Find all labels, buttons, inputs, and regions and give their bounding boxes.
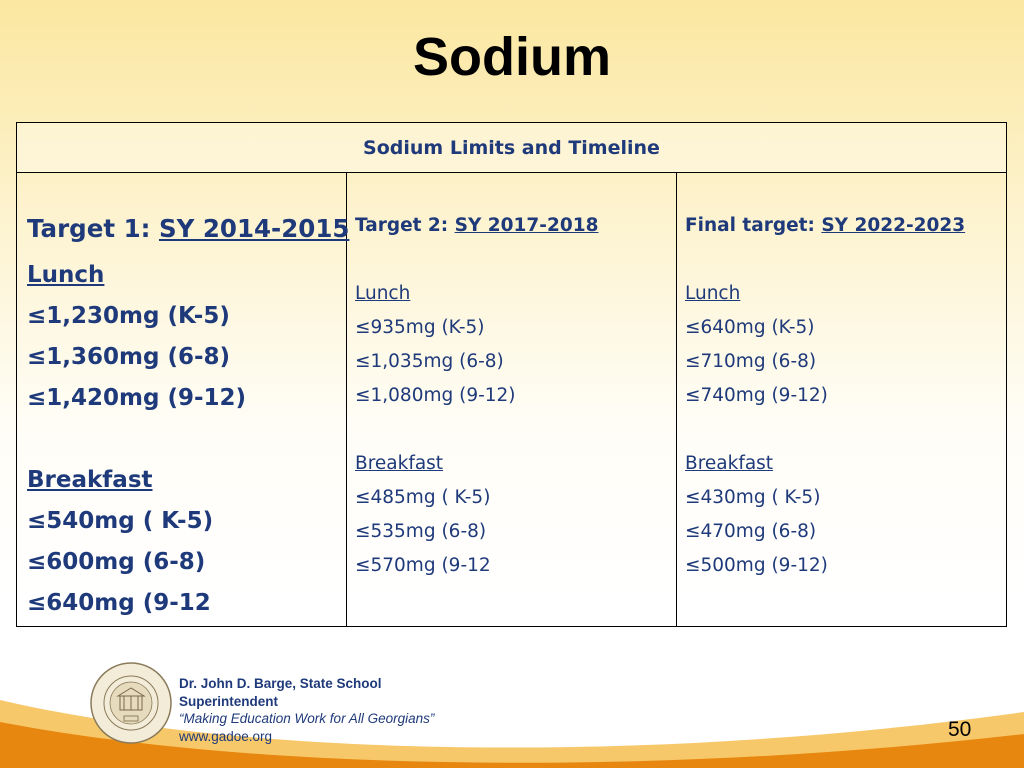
final-target-breakfast-label: Breakfast (685, 453, 774, 474)
target-2-column (347, 173, 677, 627)
target-1-lunch-k5: ≤1,230mg (K-5) (27, 303, 230, 329)
final-target-column (677, 173, 1007, 627)
georgia-department-of-education-seal-icon (90, 662, 172, 744)
target-1-heading (27, 209, 350, 249)
final-target-lunch-k5: ≤640mg (K-5) (685, 317, 815, 338)
final-target-lunch-6-8: ≤710mg (6-8) (685, 351, 817, 372)
table-header: Sodium Limits and Timeline (17, 123, 1007, 173)
target-2-lunch-9-12: ≤1,080mg (9-12) (355, 385, 516, 406)
final-target-prefix: Final target: (685, 215, 822, 236)
target-2-breakfast-label: Breakfast (355, 453, 444, 474)
target-1-year: SY 2014-2015 (158, 214, 350, 243)
table-header-row (17, 123, 1007, 173)
target-2-prefix: Target 2: (355, 215, 455, 236)
target-2-breakfast-6-8: ≤535mg (6-8) (355, 521, 487, 542)
target-2-year: SY 2017-2018 (454, 215, 599, 236)
target-1-lunch-9-12: ≤1,420mg (9-12) (27, 385, 247, 411)
final-target-breakfast-6-8: ≤470mg (6-8) (685, 521, 817, 542)
target-2-lunch-k5: ≤935mg (K-5) (355, 317, 485, 338)
target-2-breakfast-9-12: ≤570mg (9-12 (355, 555, 491, 576)
final-target-heading (685, 209, 998, 243)
final-target-year: SY 2022-2023 (821, 215, 966, 236)
sodium-limits-table (16, 122, 1007, 627)
slide-title: Sodium (413, 27, 611, 87)
page-number: 50 (948, 718, 972, 741)
target-2-lunch-6-8: ≤1,035mg (6-8) (355, 351, 504, 372)
footer-website-link[interactable]: www.gadoe.org (179, 728, 273, 744)
target-1-breakfast-label: Breakfast (27, 467, 153, 493)
footer-motto: “Making Education Work for All Georgians” (179, 711, 435, 726)
target-1-breakfast-k5: ≤540mg ( K-5) (27, 508, 214, 534)
target-1-lunch-6-8: ≤1,360mg (6-8) (27, 344, 231, 370)
target-2-heading (355, 209, 668, 243)
target-1-lunch-label: Lunch (27, 262, 105, 288)
target-1-breakfast-6-8: ≤600mg (6-8) (27, 549, 206, 575)
footer-info (179, 675, 439, 745)
superintendent-name: Dr. John D. Barge, State School Superintendent (179, 676, 382, 709)
target-1-breakfast-9-12: ≤640mg (9-12 (27, 590, 211, 616)
table-body-row (17, 173, 1007, 627)
final-target-lunch-9-12: ≤740mg (9-12) (685, 385, 828, 406)
final-target-lunch-label: Lunch (685, 283, 741, 304)
target-2-lunch-label: Lunch (355, 283, 411, 304)
target-2-breakfast-k5: ≤485mg ( K-5) (355, 487, 491, 508)
final-target-breakfast-k5: ≤430mg ( K-5) (685, 487, 821, 508)
target-1-prefix: Target 1: (27, 214, 159, 243)
target-1-column (17, 173, 350, 627)
final-target-breakfast-9-12: ≤500mg (9-12) (685, 555, 828, 576)
